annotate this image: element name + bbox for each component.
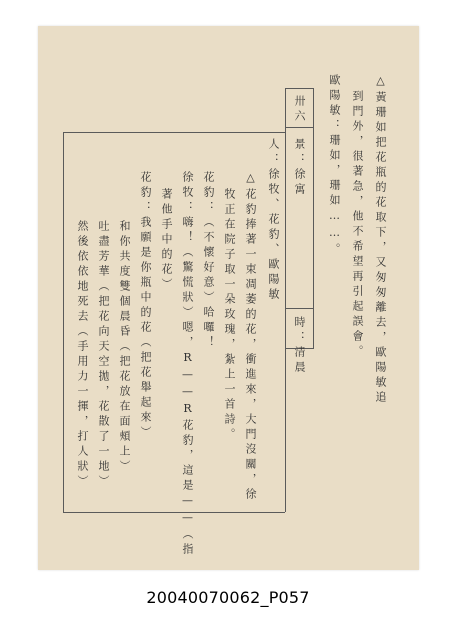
stage-direction-1: △黃珊如把花瓶的花取下，又匆匆離去，歐陽敏追: [374, 74, 387, 406]
stage-direction-2-cont: 牧正在院子取一朵玫瑰，紮上一首詩。: [223, 188, 236, 443]
page-number: 卅六: [293, 95, 306, 125]
dialogue-huabao-2-line3: 吐盡芳華（把花向天空拋，花散了一地）: [97, 220, 110, 490]
dialogue-huabao-1: 花豹：（不懷好意）哈囉！: [202, 171, 215, 351]
dialogue-huabao-2-line2: 和你共度雙個晨昏（把花放在面頰上）: [118, 220, 131, 475]
characters-label: 人：徐牧、花豹、歐陽敏: [267, 138, 280, 303]
frame-line-top: [63, 132, 285, 133]
time-label: 時：清晨: [293, 316, 306, 376]
frame-line-right: [285, 88, 286, 512]
dialogue-xumu: 徐牧：嗨！（驚慌狀）嗯，R——R花豹，這是——（指: [181, 171, 194, 558]
frame-line-bottom: [63, 512, 285, 513]
header-box-top: [285, 88, 314, 89]
scene-label: 景：徐寓: [293, 138, 306, 198]
header-box-page-divider: [285, 127, 314, 128]
page-caption: 20040070062_P057: [146, 588, 310, 607]
frame-line-left: [63, 132, 64, 512]
dialogue-xumu-cont: 著他手中的花）: [160, 188, 173, 293]
stage-direction-1-cont: 到門外，很著急，他不希望再引起誤會。: [351, 90, 364, 360]
dialogue-ouyang-min: 歐陽敏：珊如，珊如……。: [328, 74, 341, 258]
document-page: [38, 26, 419, 570]
dialogue-huabao-2-line4: 然後依依地死去（手用力一揮，打人狀）: [76, 220, 89, 490]
dialogue-huabao-2: 花豹：我願是你瓶中的花（把花舉起來）: [139, 171, 152, 441]
stage-direction-2: △花豹捧著一束凋萎的花，衝進來，大門沒關，徐: [244, 171, 257, 503]
header-box-time-divider: [285, 308, 314, 309]
